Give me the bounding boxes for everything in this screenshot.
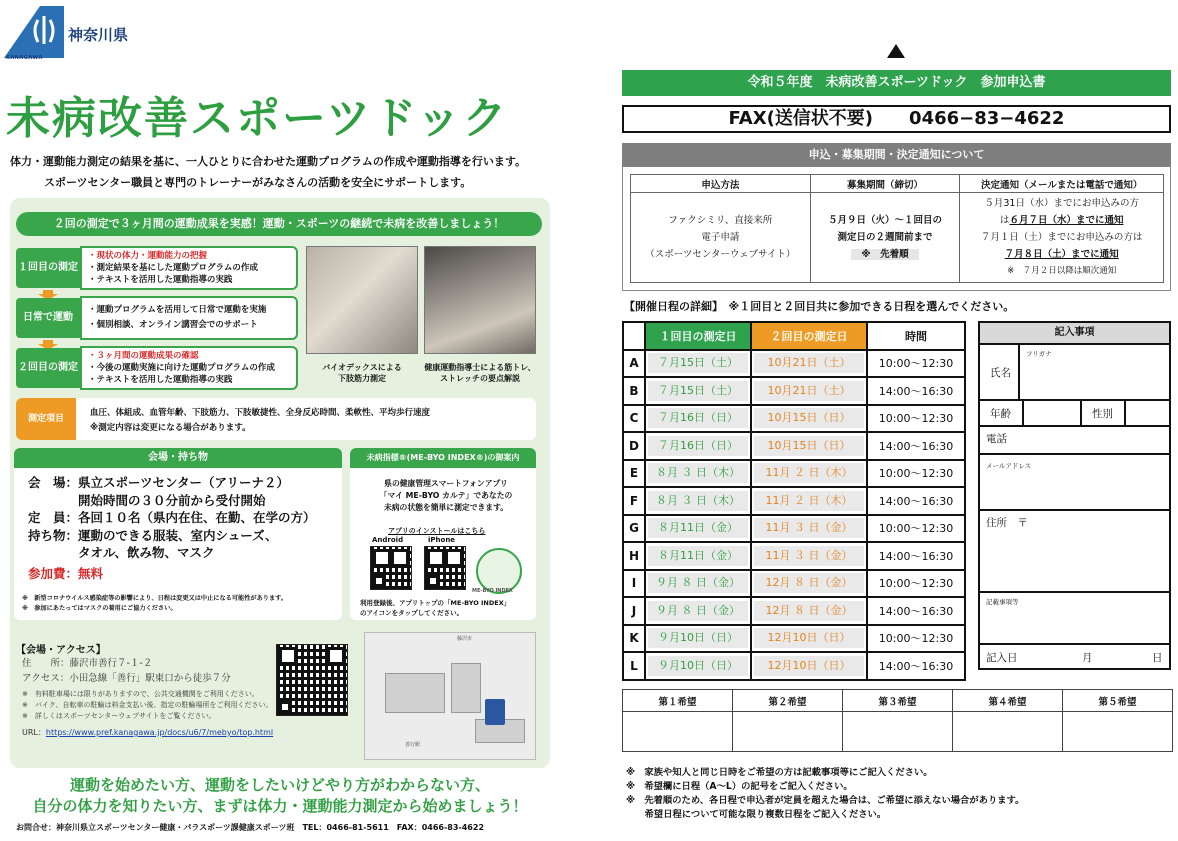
time-slot: 10:00～12:30 <box>867 570 965 598</box>
first-date-text: ７月15日（土） <box>648 353 748 373</box>
schedule-id: I <box>623 570 645 598</box>
method-cell <box>631 193 811 283</box>
mebyo-line: 県の健康管理スマートフォンアプリ <box>384 479 508 488</box>
second-date <box>751 487 867 515</box>
schedule-row[interactable] <box>623 597 965 625</box>
photo-training <box>424 246 536 354</box>
first-date-text: ７月16日（日） <box>648 408 748 428</box>
second-date-text: 10月15日（日） <box>754 436 864 456</box>
map-label: 藤沢市 <box>457 636 473 642</box>
wish-header: 第５希望 <box>1063 690 1173 712</box>
schedule-row[interactable] <box>623 570 965 598</box>
method-line: 電子申請 <box>701 232 740 243</box>
notice-deadline-1: ６月７日（水）までに通知 <box>1009 215 1124 226</box>
schedule-head-time: 時間 <box>867 322 965 350</box>
venue-line: 開始時間の３０分前から受付開始 <box>28 492 266 508</box>
venue-line: 会 場：県立スポーツセンター（アリーナ２） <box>28 475 290 490</box>
schedule-head-first: １回目の測定日 <box>645 322 751 350</box>
iphone-qr-icon[interactable] <box>424 546 466 590</box>
name-label: 氏名 <box>990 367 1011 379</box>
first-date <box>645 515 751 543</box>
triangle-up-icon <box>887 44 905 58</box>
first-date <box>645 570 751 598</box>
address-label: 住所 〒 <box>986 517 1028 529</box>
second-date <box>751 570 867 598</box>
first-date-text: ８月 ３ 日（木） <box>648 491 748 511</box>
mebyo-foot-line: 利用登録後、アプリトップの「ME-BYO INDEX」 <box>360 599 511 607</box>
first-date-text: ７月15日（土） <box>648 381 748 401</box>
schedule-row[interactable] <box>623 542 965 570</box>
time-slot: 10:00～12:30 <box>867 625 965 653</box>
first-date <box>645 652 751 680</box>
second-date <box>751 625 867 653</box>
address-field[interactable] <box>980 511 1169 593</box>
mebyo-heading: 未病指標®(ME-BYO INDEX®)の御案内 <box>350 448 536 468</box>
url-label: URL： <box>22 728 46 737</box>
schedule-row[interactable] <box>623 377 965 405</box>
email-label: メールアドレス <box>986 462 1032 470</box>
first-date <box>645 405 751 433</box>
step-box-second <box>80 346 298 390</box>
period-cell <box>810 193 960 283</box>
form-note: ※ 先着順のため、各日程で申込者が定員を超えた場合は、ご希望に添えない場合があります。 <box>626 795 1025 806</box>
kanagawa-logo-icon <box>4 6 64 58</box>
android-label: Android <box>372 536 404 544</box>
mebyo-foot-line: のアイコンをタップしてください。 <box>360 609 464 617</box>
wish-header: 第３希望 <box>843 690 953 712</box>
mebyo-logo-text: ME-BYO INDEX <box>472 588 513 594</box>
schedule-id: D <box>623 432 645 460</box>
access-url-line <box>22 727 273 738</box>
contact-info: お問合せ：神奈川県立スポーツセンター健康・パラスポーツ課健康スポーツ班 TEL：0466-81-5611 FAX：0466-83-4622 <box>16 823 485 832</box>
map-building <box>385 673 445 713</box>
photo-caption-2 <box>420 362 540 384</box>
second-date <box>751 377 867 405</box>
step-item: ・ 今後の運動実施に向けた運動プログラムの作成 <box>88 362 290 374</box>
access-note: ※ 詳しくはスポーツセンターウェブサイトをご覧ください。 <box>22 712 216 720</box>
access-transit: アクセス：小田急線「善行」駅東口から徒歩７分 <box>22 673 231 684</box>
flyer-title: 未病改善スポーツドック <box>6 93 509 144</box>
venue-heading: 会場・持ち物 <box>14 448 342 468</box>
step-item: ・ 測定結果を基にした運動プログラムの作成 <box>88 262 290 274</box>
schedule-id: E <box>623 460 645 488</box>
first-date-text: ９月10日（日） <box>648 628 748 648</box>
first-date <box>645 487 751 515</box>
second-date-text: 12月 ８ 日（金） <box>754 573 864 593</box>
schedule-row[interactable] <box>623 460 965 488</box>
venue-line: 持ち物：運動のできる服装、室内シューズ、 <box>28 527 278 543</box>
venue-line: タオル、飲み物、マスク <box>28 545 215 560</box>
second-date <box>751 350 867 378</box>
mebyo-line: 未病の状態を簡単に測定できます。 <box>383 503 509 512</box>
schedule-row[interactable] <box>623 405 965 433</box>
step-box-daily <box>80 296 298 340</box>
time-slot: 14:00～16:30 <box>867 377 965 405</box>
venue-details <box>28 474 316 582</box>
notice-line: ※ ７月２日以降は順次通知 <box>1007 266 1117 276</box>
access-notes <box>22 689 272 722</box>
schedule-id: K <box>623 625 645 653</box>
first-date-text: ９月10日（日） <box>648 656 748 676</box>
measure-note: ※測定内容は変更になる場合があります。 <box>90 423 251 433</box>
step-item: ・ テキストを活用した運動指導の実践 <box>88 274 290 286</box>
schedule-id: C <box>623 405 645 433</box>
step-label-second: ２回目の測定 <box>16 348 80 388</box>
photo-caption-1 <box>306 362 418 384</box>
fax-number: FAX(送信状不要) 0466−83−4622 <box>622 105 1171 133</box>
notice-line: ７月１日（土）までにお申込みの方は <box>980 232 1143 243</box>
time-slot: 10:00～12:30 <box>867 515 965 543</box>
caption-line: バイオデックスによる <box>322 363 402 372</box>
schedule-id: H <box>623 542 645 570</box>
access-details <box>22 656 231 686</box>
step-item: ・ 個別相談、オンライン講習会でのサポート <box>88 318 290 333</box>
form-note: 希望日程について可能な限り複数日程をご記入ください。 <box>626 809 887 820</box>
access-address: 住 所：藤沢市善行７-１-２ <box>22 658 153 669</box>
step-item: ・ 運動プログラムを活用して日常で運動を実施 <box>88 303 290 318</box>
period-line: ５月９日（火）～１回目の <box>828 215 943 226</box>
first-date <box>645 597 751 625</box>
date-field[interactable] <box>980 645 1169 668</box>
app-install-link[interactable]: アプリのインストールはこちら <box>388 527 486 535</box>
entry-form <box>978 321 1171 670</box>
program-banner: ２回の測定で３ヶ月間の運動成果を実感！運動・スポーツの継続で未病を改善しましょう！ <box>16 212 542 236</box>
venue-note: ※ 参加にあたってはマスクの着用にご協力ください。 <box>22 605 177 612</box>
date-label: 記入日 <box>986 652 1018 664</box>
access-title: 【会場・アクセス】 <box>16 645 106 656</box>
intro-line-2: スポーツセンター職員と専門のトレーナーがみなさんの活動を安全にサポートします。 <box>44 176 472 189</box>
notice-deadline-2: ７月８日（土）までに通知 <box>1004 249 1119 260</box>
measure-tag: 測定項目 <box>16 398 76 440</box>
notice-cell <box>960 193 1164 283</box>
venue-notes <box>22 594 287 614</box>
remarks-label: 記載事項等 <box>986 598 1019 606</box>
website-qr-icon[interactable] <box>276 644 348 716</box>
period-line: 測定日の２週間前まで <box>837 232 933 243</box>
venue-line: 定 員：各回１０名（県内在住、在勤、在学の方） <box>28 510 316 525</box>
time-slot: 14:00～16:30 <box>867 487 965 515</box>
step-label-first: １回目の測定 <box>16 248 80 288</box>
method-line: （スポーツセンターウェブサイト） <box>645 249 796 260</box>
fee-line: 参加費：無料 <box>28 565 104 581</box>
wish-header: 第４希望 <box>953 690 1063 712</box>
measure-items: 血圧、体組成、血管年齢、下肢筋力、下肢敏捷性、全身反応時間、柔軟性、平均歩行速度 <box>90 408 431 418</box>
second-date-text: 11月 ３ 日（金） <box>754 518 864 538</box>
col-notice: 決定通知（メールまたは電話で通知） <box>960 175 1164 193</box>
time-slot: 10:00～12:30 <box>867 405 965 433</box>
mebyo-line: 「マイ ME-BYO カルテ」であなたの <box>379 491 513 500</box>
schedule-id: A <box>623 350 645 378</box>
divider <box>1080 401 1082 427</box>
time-slot: 14:00～16:30 <box>867 432 965 460</box>
flyer-page <box>0 0 560 841</box>
first-date-text: ９月 ８ 日（金） <box>648 601 748 621</box>
second-date-text: 11月 ２ 日（木） <box>754 491 864 511</box>
time-slot: 14:00～16:30 <box>867 542 965 570</box>
access-note: ※ バイク、自転車の駐輪は料金支払い後、指定の駐輪場所をご利用ください。 <box>22 701 273 709</box>
wish-input[interactable] <box>1063 712 1173 752</box>
first-date <box>645 432 751 460</box>
email-field[interactable] <box>980 455 1169 511</box>
name-field[interactable] <box>980 345 1169 401</box>
first-date <box>645 350 751 378</box>
gender-label: 性別 <box>1092 408 1113 420</box>
first-date <box>645 377 751 405</box>
first-date <box>645 625 751 653</box>
notice-line: は <box>999 215 1010 226</box>
wish-header: 第２希望 <box>733 690 843 712</box>
second-date <box>751 597 867 625</box>
first-date-text: ８月 ３ 日（木） <box>648 463 748 483</box>
form-title: 令和５年度 未病改善スポーツドック 参加申込書 <box>622 70 1171 96</box>
time-slot: 14:00～16:30 <box>867 652 965 680</box>
month-label: 月 <box>1082 652 1093 664</box>
time-slot: 14:00～16:30 <box>867 597 965 625</box>
schedule-id: J <box>623 597 645 625</box>
schedule-head-second: ２回目の測定日 <box>751 322 867 350</box>
form-notes <box>626 766 1024 822</box>
second-date-text: 12月10日（日） <box>754 656 864 676</box>
form-note: ※ 家族や知人と同じ日時をご希望の方は記載事項等にご記入ください。 <box>626 767 933 778</box>
second-date <box>751 515 867 543</box>
time-slot: 10:00～12:30 <box>867 460 965 488</box>
day-label: 日 <box>1152 652 1163 664</box>
period-table <box>630 174 1164 283</box>
access-map <box>364 632 536 760</box>
wish-input[interactable] <box>953 712 1063 752</box>
notice-line: ５月31日（水）までにお申込みの方 <box>984 198 1139 209</box>
iphone-label: iPhone <box>428 536 456 544</box>
schedule-row[interactable] <box>623 625 965 653</box>
step-item: ・ 現状の体力・運動能力の把握 <box>88 250 290 262</box>
first-date <box>645 460 751 488</box>
step-label-daily: 日常で運動 <box>16 298 80 338</box>
schedule-row[interactable] <box>623 350 965 378</box>
caption-line: 健康運動指導士による筋トレ、 <box>424 363 536 372</box>
intro-line-1: 体力・運動能力測定の結果を基に、一人ひとりに合わせた運動プログラムの作成や運動指導を行います。 <box>10 155 527 168</box>
schedule-id: B <box>623 377 645 405</box>
divider <box>1018 345 1020 401</box>
schedule-title: 【開催日程の詳細】 ※１回目と２回目共に参加できる日程を選んでください。 <box>624 300 1015 313</box>
schedule-row[interactable] <box>623 652 965 680</box>
slogan-line-2: 自分の体力を知りたい方、まずは体力・運動能力測定から始めましょう！ <box>32 797 528 815</box>
schedule-row[interactable] <box>623 432 965 460</box>
schedule-corner <box>623 322 645 350</box>
second-date-text: 10月21日（土） <box>754 353 864 373</box>
access-note: ※ 有料駐車場には限りがありますので、公共交通機関をご利用ください。 <box>22 690 259 698</box>
second-date <box>751 460 867 488</box>
wish-input[interactable] <box>843 712 953 752</box>
age-gender-row[interactable] <box>980 401 1169 427</box>
website-link[interactable]: https://www.pref.kanagawa.jp/docs/u6/7/mebyo/top.html <box>45 728 274 737</box>
second-date <box>751 542 867 570</box>
map-label: 善行駅 <box>405 742 421 748</box>
first-date-text: ７月16日（日） <box>648 436 748 456</box>
second-date <box>751 432 867 460</box>
map-pin-icon <box>485 699 505 725</box>
schedule-row[interactable] <box>623 487 965 515</box>
furigana-label: フリガナ <box>1026 350 1052 358</box>
caption-line: ストレッチの要点解説 <box>440 374 520 383</box>
slogan-line-1: 運動を始めたい方、運動をしたいけどやり方がわからない方、 <box>69 776 490 794</box>
wish-header: 第１希望 <box>623 690 733 712</box>
schedule-id: G <box>623 515 645 543</box>
first-date-text: ８月11日（金） <box>648 546 748 566</box>
second-date-text: 12月 ８ 日（金） <box>754 601 864 621</box>
step-box-first <box>80 246 298 290</box>
entry-heading: 記入事項 <box>980 323 1169 345</box>
col-period: 募集期間（締切） <box>810 175 960 193</box>
second-date-text: 10月15日（日） <box>754 408 864 428</box>
form-note: ※ 希望欄に日程（A～L）の記号をご記入ください。 <box>626 781 853 792</box>
step-item: ・ テキストを活用した運動指導の実践 <box>88 374 290 386</box>
phone-field[interactable] <box>980 427 1169 455</box>
wish-input[interactable] <box>623 712 733 752</box>
method-line: ファクシミリ、直接来所 <box>668 215 773 226</box>
schedule-id: L <box>623 652 645 680</box>
divider <box>1022 401 1024 427</box>
org-name: 神奈川県 <box>68 26 129 44</box>
first-come-badge: ※ 先着順 <box>851 249 918 260</box>
android-qr-icon[interactable] <box>370 546 412 590</box>
step-item: ・ ３ヶ月間の運動成果の確認 <box>88 350 290 362</box>
caption-line: 下肢筋力測定 <box>338 374 386 383</box>
mebyo-text <box>362 478 530 514</box>
wish-input[interactable] <box>733 712 843 752</box>
remarks-field[interactable] <box>980 593 1169 645</box>
time-slot: 10:00～12:30 <box>867 350 965 378</box>
schedule-table <box>622 321 966 681</box>
mebyo-footnote <box>360 598 510 618</box>
phone-label: 電話 <box>986 433 1007 445</box>
first-date-text: ８月11日（金） <box>648 518 748 538</box>
second-date-text: 11月 ２ 日（木） <box>754 463 864 483</box>
venue-note: ※ 新型コロナウイルス感染症等の影響により、日程は変更又は中止になる可能性があります。 <box>22 595 288 602</box>
divider <box>1124 401 1126 427</box>
schedule-id: F <box>623 487 645 515</box>
second-date <box>751 405 867 433</box>
second-date-text: 12月10日（日） <box>754 628 864 648</box>
photo-leg-strength <box>306 246 418 354</box>
second-date-text: 11月 ３ 日（金） <box>754 546 864 566</box>
period-heading: 申込・募集期間・決定通知について <box>622 143 1171 167</box>
first-date-text: ９月 ８ 日（金） <box>648 573 748 593</box>
age-label: 年齢 <box>990 408 1011 420</box>
logo-subtitle: KANAGAWA <box>6 55 43 61</box>
first-date <box>645 542 751 570</box>
second-date <box>751 652 867 680</box>
map-building <box>451 663 481 713</box>
second-date-text: 10月21日（土） <box>754 381 864 401</box>
wish-table <box>622 689 1173 752</box>
col-method: 申込方法 <box>631 175 811 193</box>
schedule-row[interactable] <box>623 515 965 543</box>
measure-text <box>90 406 430 436</box>
